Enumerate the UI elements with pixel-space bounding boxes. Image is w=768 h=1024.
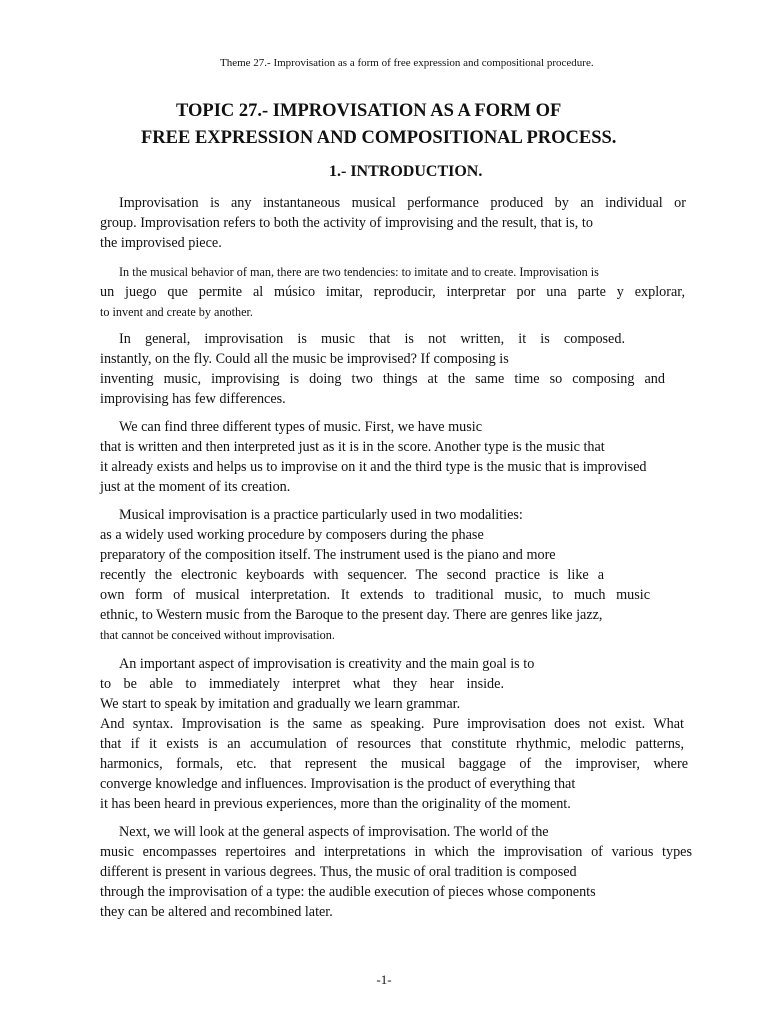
- body-line: And syntax. Improvisation is the same as speaking. Pure improvisation does not exist. What: [100, 716, 684, 732]
- body-line: different is present in various degrees. Thus, the music of oral tradition is composed: [100, 864, 577, 880]
- body-line: Improvisation is any instantaneous musical performance produced by an individual or: [119, 195, 686, 211]
- body-line: to be able to immediately interpret what they hear inside.: [100, 676, 504, 692]
- body-line: harmonics, formals, etc. that represent the musical baggage of the improviser, where: [100, 756, 688, 772]
- body-line: Next, we will look at the general aspects of improvisation. The world of the: [119, 824, 549, 840]
- body-line: We start to speak by imitation and gradually we learn grammar.: [100, 696, 461, 712]
- body-line: just at the moment of its creation.: [100, 479, 291, 495]
- body-line: recently the electronic keyboards with sequencer. The second practice is like a: [100, 567, 604, 583]
- body-line: the improvised piece.: [100, 235, 222, 251]
- body-line: own form of musical interpretation. It extends to traditional music, to much music: [100, 587, 650, 603]
- body-line: that is written and then interpreted just as it is in the score. Another type is the music that: [100, 439, 605, 455]
- body-line: inventing music, improvising is doing two things at the same time so composing and: [100, 371, 665, 387]
- body-line: as a widely used working procedure by composers during the phase: [100, 527, 484, 543]
- document-title-line-1: TOPIC 27.- IMPROVISATION AS A FORM OF: [176, 101, 562, 121]
- running-header: Theme 27.- Improvisation as a form of free expression and compositional procedure.: [220, 57, 594, 69]
- body-line: group. Improvisation refers to both the activity of improvising and the result, that is, to: [100, 215, 593, 231]
- body-line: ethnic, to Western music from the Baroque to the present day. There are genres like jazz,: [100, 607, 603, 623]
- body-line: it has been heard in previous experiences, more than the originality of the moment.: [100, 796, 571, 812]
- body-line: An important aspect of improvisation is creativity and the main goal is to: [119, 656, 535, 672]
- body-line: converge knowledge and influences. Improvisation is the product of everything that: [100, 776, 576, 792]
- document-title-line-2: FREE EXPRESSION AND COMPOSITIONAL PROCESS.: [141, 128, 617, 148]
- body-line: un juego que permite al músico imitar, reproducir, interpretar por una parte y explorar,: [100, 284, 685, 300]
- body-line: it already exists and helps us to improvise on it and the third type is the music that is improvised: [100, 459, 647, 475]
- body-line: We can find three different types of music. First, we have music: [119, 419, 483, 435]
- body-line: preparatory of the composition itself. The instrument used is the piano and more: [100, 547, 556, 563]
- body-line: that cannot be conceived without improvisation.: [100, 628, 335, 642]
- body-line: improvising has few differences.: [100, 391, 286, 407]
- page-number: -1-: [376, 972, 392, 987]
- body-line: instantly, on the fly. Could all the music be improvised? If composing is: [100, 351, 509, 367]
- body-line: that if it exists is an accumulation of resources that constitute rhythmic, melodic patterns,: [100, 736, 684, 752]
- body-line: through the improvisation of a type: the audible execution of pieces whose components: [100, 884, 596, 900]
- body-line: they can be altered and recombined later.: [100, 904, 333, 920]
- body-line: In the musical behavior of man, there are two tendencies: to imitate and to create. Improvisation is: [119, 265, 599, 279]
- body-line: to invent and create by another.: [100, 305, 253, 319]
- section-heading: 1.- INTRODUCTION.: [329, 163, 483, 180]
- body-line: In general, improvisation is music that is not written, it is composed.: [119, 331, 625, 347]
- body-line: music encompasses repertoires and interpretations in which the improvisation of various types: [100, 844, 692, 860]
- body-line: Musical improvisation is a practice particularly used in two modalities:: [119, 507, 523, 523]
